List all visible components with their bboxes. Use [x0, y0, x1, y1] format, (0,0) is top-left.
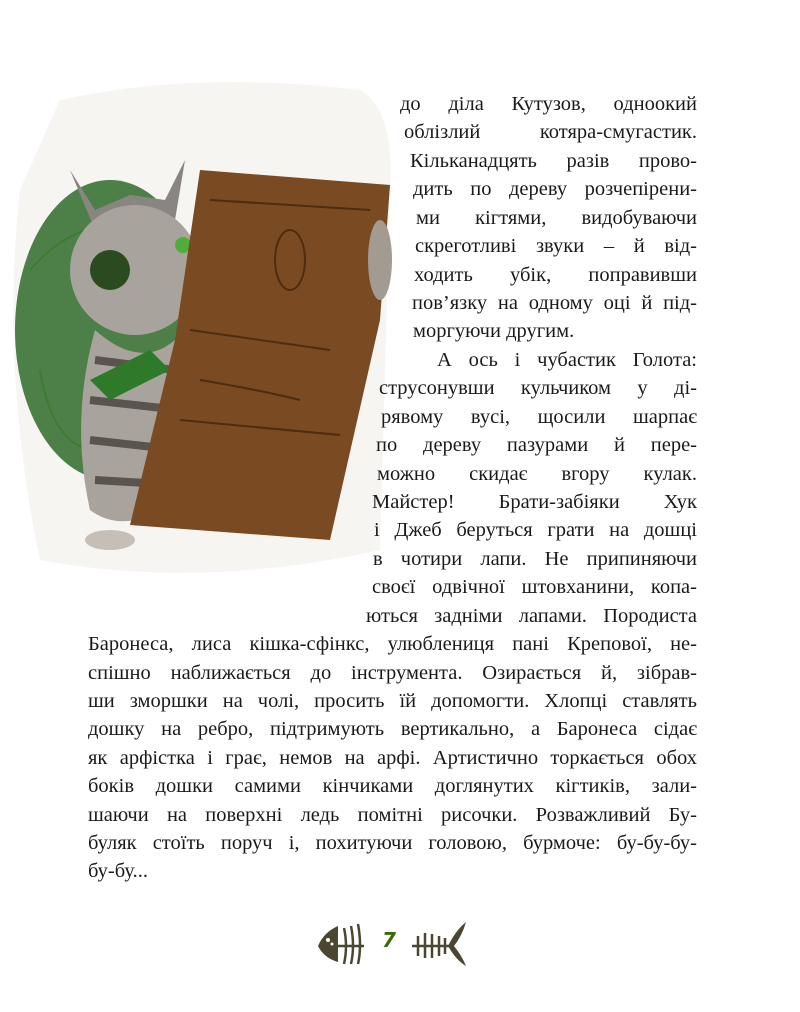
- text-line: дошку на ребро, підтримують вертикально, а Баронеса сідає: [88, 718, 697, 740]
- text-line: Кільканадцять разів прово-: [410, 150, 697, 172]
- text-line: А ось і чубастик Голота:: [437, 349, 697, 371]
- text-line: до діла Кутузов, одноокий: [400, 93, 697, 115]
- text-line: рявому вусі, щосили шарпає: [381, 406, 697, 428]
- text-line: Майстер! Брати-забіяки Хук: [372, 491, 697, 513]
- text-line: ються задніми лапами. Породиста: [366, 605, 697, 627]
- text-line: пов’язку на одному оці й під-: [412, 292, 697, 314]
- cat-with-board-illustration: [0, 70, 400, 590]
- text-line: по дереву пазурами й пере-: [376, 434, 697, 456]
- text-line: бу-бу...: [88, 860, 148, 882]
- text-line: і Джеб беруться грати на дошці: [374, 519, 697, 541]
- text-line: струсонувши кульчиком у ді-: [379, 377, 697, 399]
- text-line: облізлий котяра-смугастик.: [404, 121, 697, 143]
- text-line: спішно наближається до інструмента. Озирається й, зібрав-: [88, 662, 697, 684]
- text-line: ходить убік, поправивши: [414, 264, 697, 286]
- fish-bone-right-icon: [410, 918, 468, 968]
- text-line: буляк стоїть поруч і, похитуючи головою, бурмоче: бу-бу-бу-: [88, 832, 697, 854]
- text-line: моргуючи другим.: [413, 320, 575, 342]
- fish-bone-left-icon: [316, 918, 366, 968]
- text-line: своєї одвічної штовханини, копа-: [372, 576, 697, 598]
- text-line: в чотири лапи. Не припиняючи: [373, 548, 697, 570]
- text-line: ми кігтями, видобуваючи: [416, 207, 697, 229]
- text-line: як арфістка і грає, немов на арфі. Артистично торкається обох: [88, 747, 697, 769]
- text-line: Баронеса, лиса кішка-сфінкс, улюблениця пані Крепової, не-: [88, 633, 697, 655]
- text-line: скреготливі звуки – й від-: [415, 235, 697, 257]
- text-line: можно скидає вгору кулак.: [377, 463, 697, 485]
- page-number: 7: [382, 928, 396, 952]
- text-line: шаючи на поверхні ледь помітні рисочки. Розважливий Бу-: [88, 804, 697, 826]
- text-line: боків дошки самими кінчиками доглянутих кігтиків, зали-: [88, 775, 697, 797]
- text-line: ши зморшки на чолі, просить їй допомогти. Хлопці ставлять: [88, 690, 697, 712]
- text-line: дить по дереву розчепірени-: [413, 178, 697, 200]
